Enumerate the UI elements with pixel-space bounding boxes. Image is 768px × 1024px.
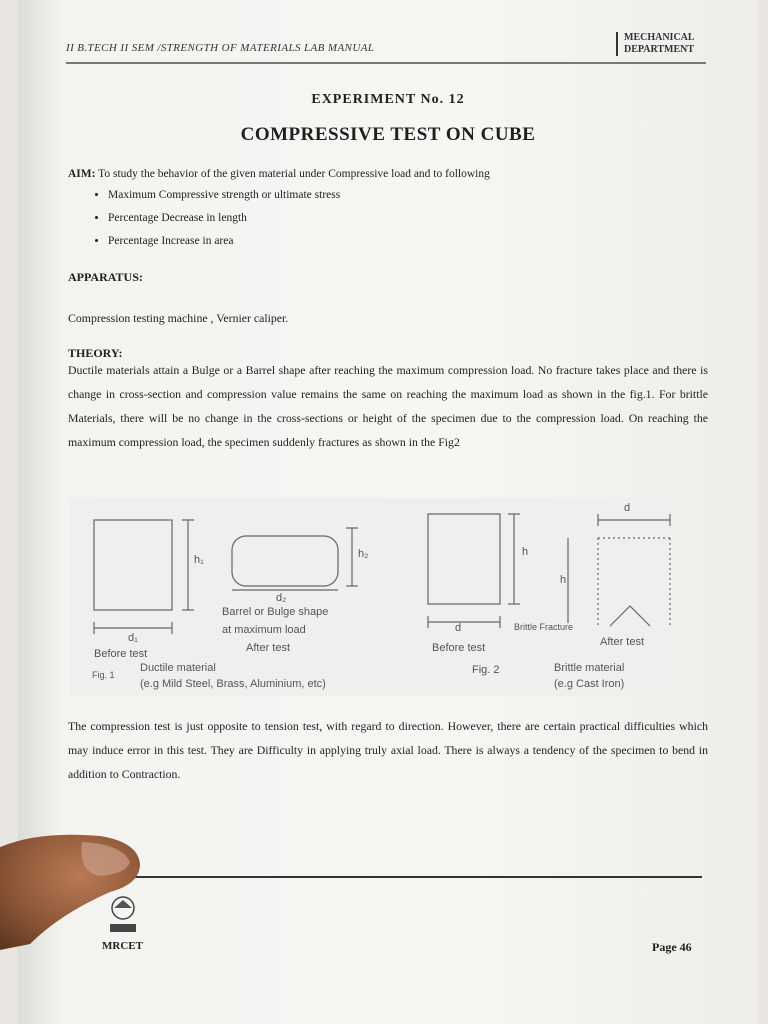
fracture-mark [610,606,650,626]
theory-heading: THEORY: [68,346,123,360]
experiment-number: EXPERIMENT No. 12 [311,92,465,107]
fig1-before: Before test [94,648,148,660]
aim-line [68,168,708,180]
aim-item: • Percentage Decrease in length [108,207,340,230]
specimen-after-barrel [232,536,338,586]
theory-text: Ductile materials attain a Bulge or a Barrel shape after reaching the maximum compression load. No fracture takes place and there is change in cross-section and compression value remains the same on reaching the maximum load as shown in the fig.1. For brittle Materials, there will be no change in the cross-sections or height of the specimen due to the compression load. On reaching the maximum compression load, the specimen suddenly fractures as shown in the Fig2 [68,363,708,449]
label-h-after: h [560,574,567,586]
label-d2: d₂ [276,592,287,604]
label-d: d [455,622,462,634]
specimen-before-ductile [94,520,172,610]
at-max-caption: at maximum load [222,624,306,636]
department-label [616,32,714,56]
fig1-material: Ductile material [140,662,216,674]
barrel-caption: Barrel or Bulge shape [222,606,329,618]
fig2-before: Before test [432,642,486,654]
footer-college: MRCET [102,940,143,952]
label-h: h [522,546,529,558]
footer-divider [106,876,702,878]
aim-item: • Maximum Compressive strength or ultimate stress [108,184,340,207]
specimen-before-brittle [428,514,500,604]
label-d-after: d [624,502,631,514]
apparatus-heading: APPARATUS: [68,270,143,284]
fig2-label: Fig. 2 [472,664,500,676]
header-title: II B.TECH II SEM /STRENGTH OF MATERIALS LAB MANUAL [66,42,375,54]
department-line-2: DEPARTMENT [624,44,695,55]
fig2-after: After test [600,636,645,648]
fig2-material: Brittle material [554,662,625,674]
compression-figure [70,498,680,696]
label-d1: d₁ [128,632,138,644]
closing-paragraph: The compression test is just opposite to tension test, with regard to direction. However, there are certain practical difficulties which may induce error in this test. They are Difficulty in applying truly axial load. There is always a tendency of the specimen to bend in addition to Contraction. [68,719,708,781]
aim-item: • Percentage Increase in area [108,230,340,253]
department-line-1: MECHANICAL [624,32,695,43]
thumb-icon [0,822,145,952]
label-h1: h₁ [194,554,204,566]
brittle-fracture-label: Brittle Fracture [514,622,574,632]
aim-label: AIM: [68,168,96,180]
fig2-example: (e.g Cast Iron) [554,678,625,690]
fig1-label: Fig. 1 [92,670,115,680]
experiment-title: COMPRESSIVE TEST ON CUBE [240,124,536,145]
apparatus-text: Compression testing machine , Vernier caliper. [68,311,289,325]
aim-list [78,184,340,253]
fig1-after: After test [246,642,291,654]
header-divider [66,62,706,64]
fig1-example: (e.g Mild Steel, Brass, Aluminium, etc) [140,678,326,690]
label-h2: h₂ [358,548,369,560]
page-number: Page 46 [652,940,692,954]
aim-text: To study the behavior of the given material under Compressive load and to following [98,168,490,180]
